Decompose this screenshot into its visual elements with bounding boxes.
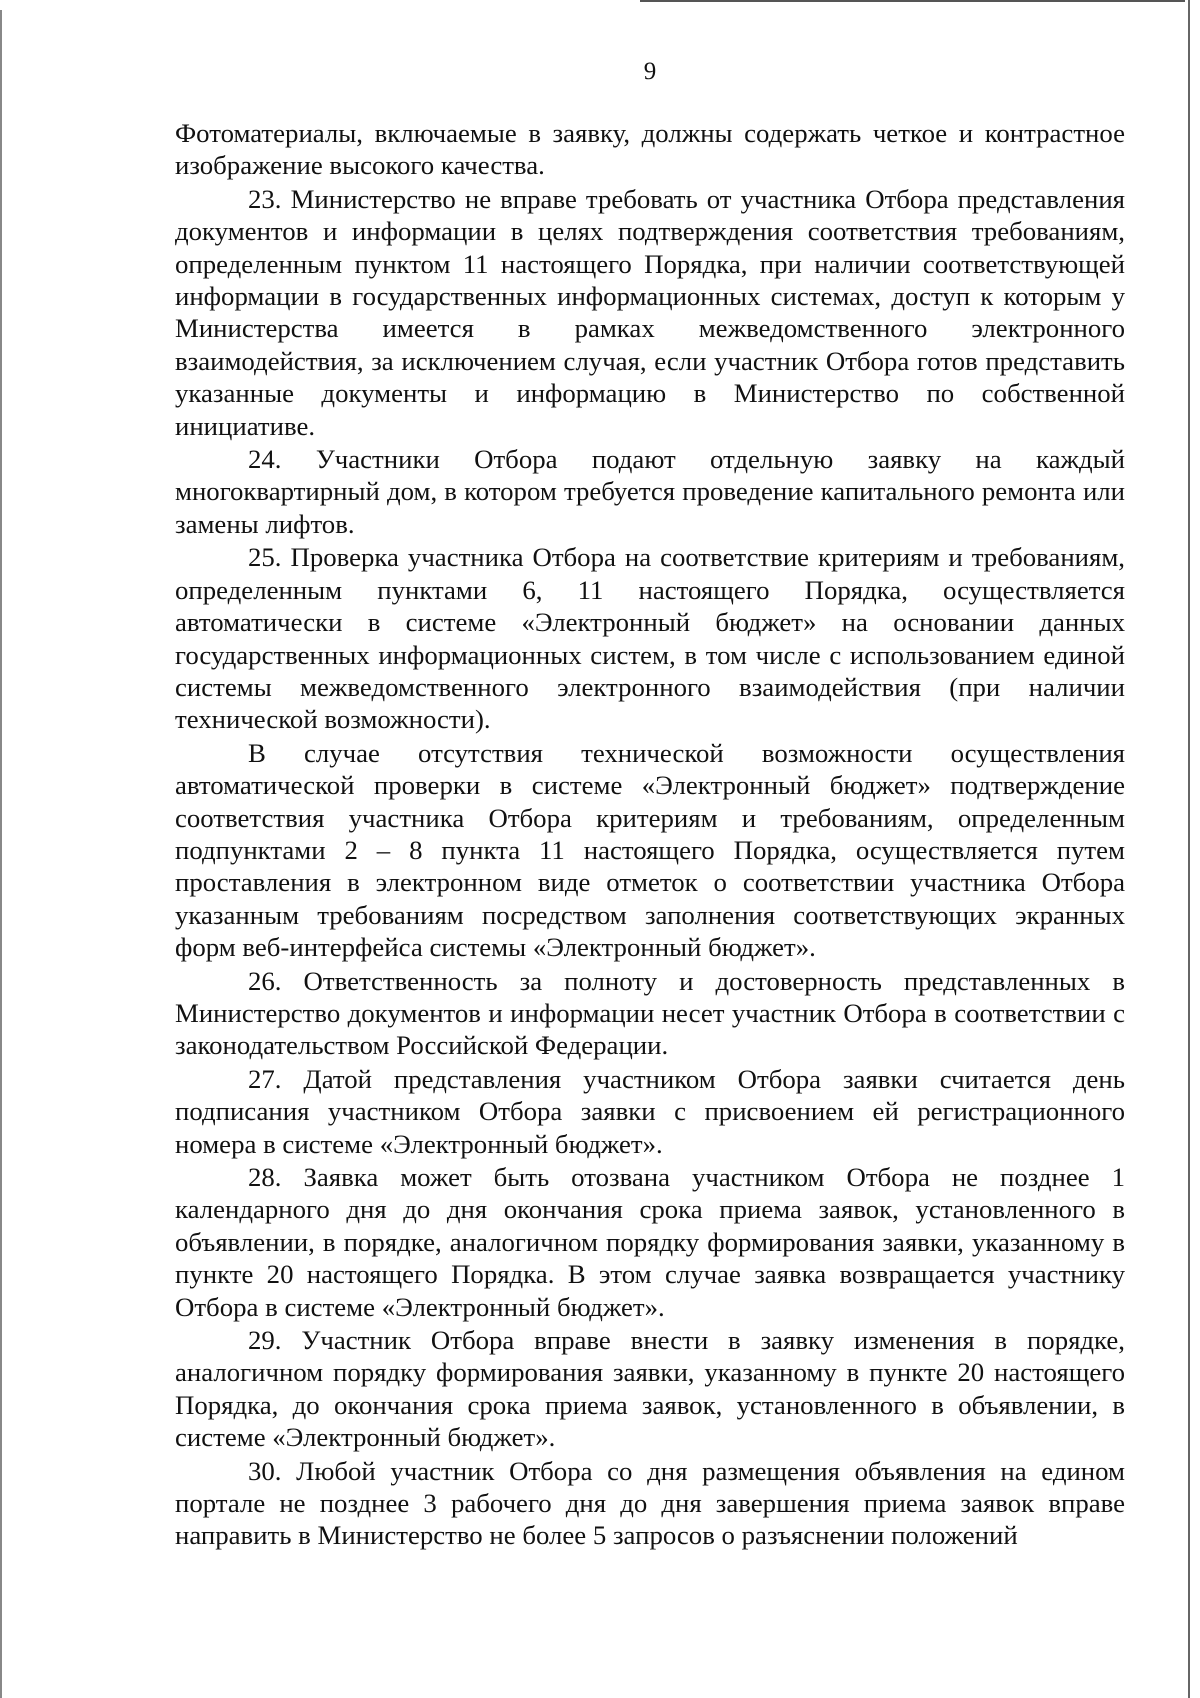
paragraph-29: 29. Участник Отбора вправе внести в заявку изменения в порядке, аналогичном порядку формирования заявки, указанному в пункте 20 настоящего Порядка, до окончания срока приема заявок, установленного в объявлении, в системе «Электронный бюджет». [175, 1325, 1125, 1453]
paragraph-25-continued: В случае отсутствия технической возможности осуществления автоматической проверки в системе «Электронный бюджет» подтверждение соответствия участника Отбора критериям и требованиям, определенным подпунктами 2 – 8 пункта 11 настоящего Порядка, осуществляется путем проставления в электронном виде отметок о соответствии участника Отбора указанным требованиям посредством заполнения соответствующих экранных форм веб-интерфейса системы «Электронный бюджет». [175, 737, 1125, 963]
paragraph-photo-materials: Фотоматериалы, включаемые в заявку, должны содержать четкое и контрастное изображение высокого качества. [175, 118, 1125, 181]
page-number: 9 [643, 58, 657, 85]
document-body [175, 117, 1125, 1552]
scan-edge-top [640, 0, 1185, 2]
paragraph-30: 30. Любой участник Отбора со дня размещения объявления на едином портале не позднее 3 рабочего дня до дня завершения приема заявок вправе направить в Министерство не более 5 запросов о разъяснении положений [175, 1455, 1125, 1551]
paragraph-23: 23. Министерство не вправе требовать от участника Отбора представления документов и информации в целях подтверждения соответствия требованиям, определенным пунктом 11 настоящего Порядка, при наличии соответствующей информации в государственных информационных системах, доступ к которым у Министерства имеется в рамках межведомственного электронного взаимодействия, за исключением случая, если участник Отбора готов представить указанные документы и информацию в Министерство по собственной инициативе. [175, 183, 1125, 441]
paragraph-28: 28. Заявка может быть отозвана участником Отбора не позднее 1 календарного дня до дня окончания срока приема заявок, установленного в объявлении, в порядке, аналогичном порядку формирования заявки, указанному в пункте 20 настоящего Порядка. В этом случае заявка возвращается участнику Отбора в системе «Электронный бюджет». [175, 1162, 1125, 1322]
scan-edge-left [0, 10, 2, 1698]
paragraph-26: 26. Ответственность за полноту и достоверность представленных в Министерство документов и информации несет участник Отбора в соответствии с законодательством Российской Федерации. [175, 965, 1125, 1061]
paragraph-24: 24. Участники Отбора подают отдельную заявку на каждый многоквартирный дом, в котором требуется проведение капитального ремонта или замены лифтов. [175, 444, 1125, 539]
paragraph-25: 25. Проверка участника Отбора на соответствие критериям и требованиям, определенным пунктами 6, 11 настоящего Порядка, осуществляется автоматически в системе «Электронный бюджет» на основании данных государственных информационных систем, в том числе с использованием единой системы межведомственного электронного взаимодействия (при наличии технической возможности). [175, 542, 1125, 735]
paragraph-27: 27. Датой представления участником Отбора заявки считается день подписания участником Отбора заявки с присвоением ей регистрационного номера в системе «Электронный бюджет». [175, 1063, 1125, 1159]
scan-edge-right [1188, 0, 1190, 1698]
